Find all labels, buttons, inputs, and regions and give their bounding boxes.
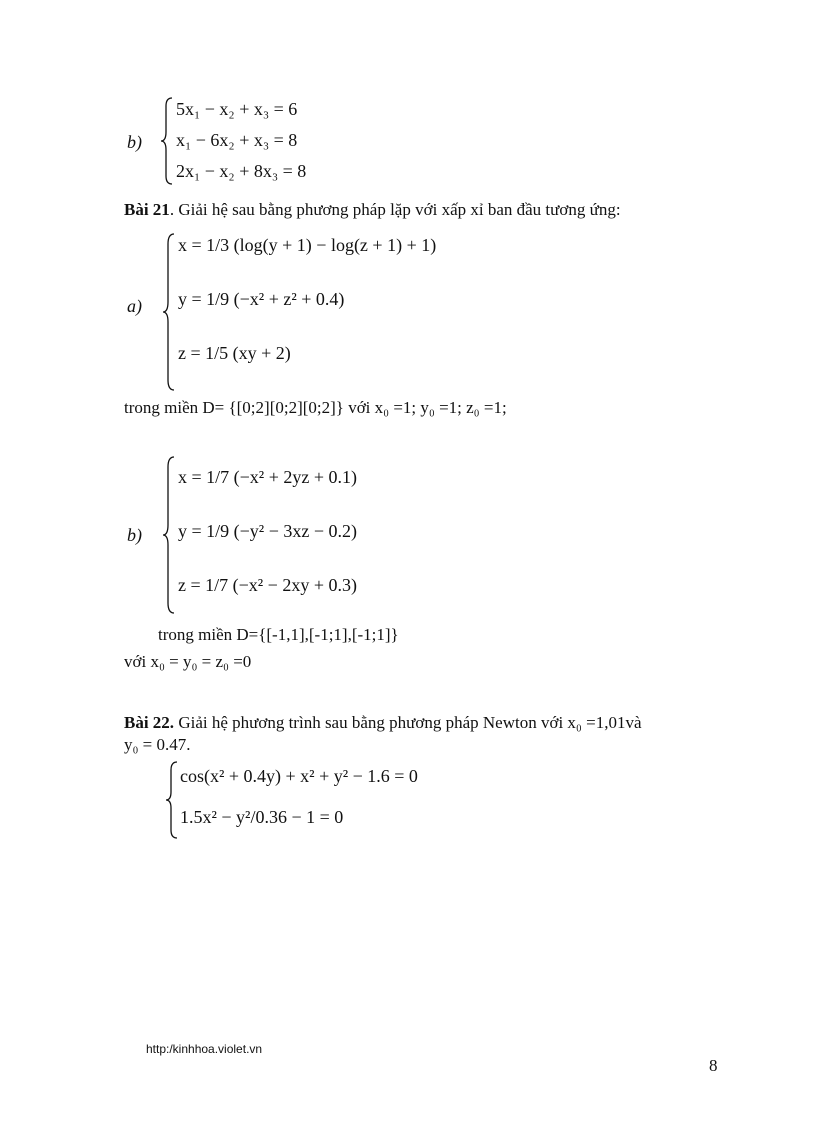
eq-text: 2x₁ − x₂ + 8x₃ = 8 — [176, 161, 307, 181]
domain-line-b: trong miền D={[-1,1],[-1;1],[-1;1]} — [158, 625, 399, 644]
bai21-heading — [124, 200, 621, 220]
bai21-title: Bài 21 — [124, 200, 170, 219]
bai22-text: Giải hệ phương trình sau bằng phương pháp Newton với x₀ =1,01và — [178, 713, 642, 732]
equation-row — [178, 576, 357, 594]
part-b-label: b) — [127, 132, 142, 152]
eq-text: z = 1/7 (−x² − 2xy + 0.3) — [178, 575, 357, 595]
left-brace — [162, 232, 176, 392]
initial-line-b: với x₀ = y₀ = z₀ =0 — [124, 652, 252, 671]
equation-row — [178, 468, 357, 486]
page-number: 8 — [709, 1056, 718, 1075]
equation-row — [176, 100, 297, 118]
bai21-text: . Giải hệ sau bằng phương pháp lặp với xấp xỉ ban đầu tương ứng: — [169, 200, 621, 219]
part-b-label: b) — [127, 525, 142, 545]
eq-text: x = 1/3 (log(y + 1) − log(z + 1) + 1) — [178, 235, 437, 255]
eq-text: y = 1/9 (−y² − 3xz − 0.2) — [178, 521, 357, 541]
eq-text: 1.5x² − y²/0.36 − 1 = 0 — [180, 807, 344, 827]
eq-text: z = 1/5 (xy + 2) — [178, 343, 291, 363]
equation-row — [178, 522, 357, 540]
left-brace — [162, 455, 176, 615]
eq-text: x = 1/7 (−x² + 2yz + 0.1) — [178, 467, 357, 487]
equation-row — [178, 290, 344, 308]
footer-url: http:/kinhhoa.violet.vn — [146, 1042, 263, 1056]
eq-text: y = 1/9 (−x² + z² + 0.4) — [178, 289, 345, 309]
equation-row — [178, 236, 436, 254]
bai22-heading — [124, 713, 642, 733]
domain-line-a: trong miền D= {[0;2][0;2][0;2]} với x₀ =1; y₀ =1; z₀ =1; — [124, 398, 507, 417]
equation-row — [180, 767, 418, 785]
equation-row — [176, 162, 306, 180]
eq-text: cos(x² + 0.4y) + x² + y² − 1.6 = 0 — [180, 766, 418, 786]
part-a-label: a) — [127, 296, 142, 316]
equation-row — [178, 344, 291, 362]
left-brace — [165, 760, 179, 840]
equation-row — [180, 808, 343, 826]
bai22-title: Bài 22. — [124, 713, 175, 732]
eq-text: x₁ − 6x₂ + x₃ = 8 — [176, 130, 298, 150]
left-brace — [160, 96, 174, 186]
bai22-text-line2: y₀ = 0.47. — [124, 735, 191, 754]
equation-row — [176, 131, 297, 149]
eq-text: 5x₁ − x₂ + x₃ = 6 — [176, 99, 298, 119]
